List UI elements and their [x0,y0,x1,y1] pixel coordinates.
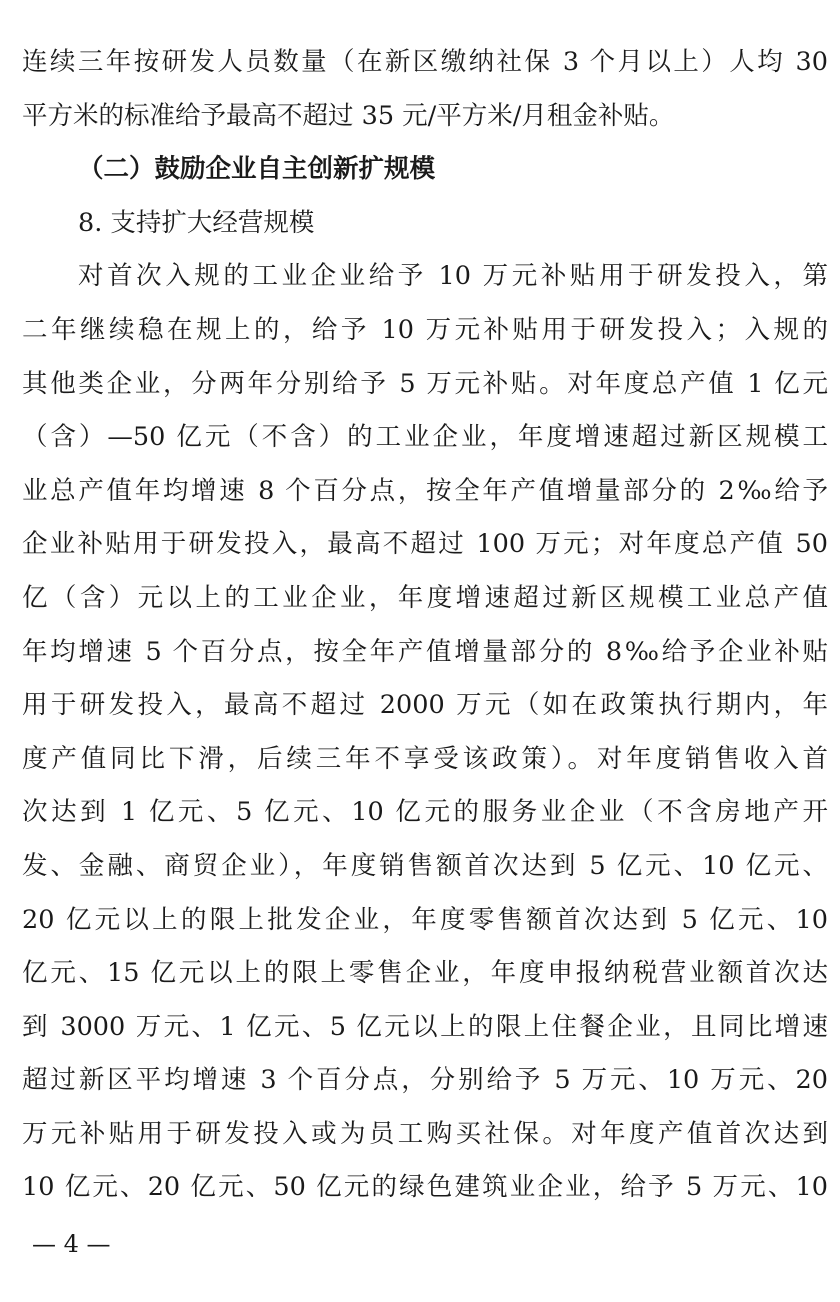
text-line: 20 亿元以上的限上批发企业，年度零售额首次达到 5 亿元、10 [22,904,828,935]
section-heading: （二）鼓励企业自主创新扩规模 [78,154,436,185]
text-line: 用于研发投入，最高不超过 2000 万元（如在政策执行期内，年 [22,690,828,721]
text-line: 连续三年按研发人员数量（在新区缴纳社保 3 个月以上）人均 30 [22,47,828,77]
text-line: 次达到 1 亿元、5 亿元、10 亿元的服务业企业（不含房地产开 [22,797,828,828]
text-line: 二年继续稳在规上的，给予 10 万元补贴用于研发投入；入规的 [22,314,828,345]
text-line: 年均增速 5 个百分点，按全年产值增量部分的 8‰给予企业补贴 [22,636,828,667]
text-line: （含）—50 亿元（不含）的工业企业，年度增速超过新区规模工 [22,422,828,453]
text-line: 到 3000 万元、1 亿元、5 亿元以上的限上住餐企业，且同比增速 [22,1011,828,1042]
page-number: — 4 — [32,1230,111,1258]
text-line: 其他类企业，分两年分别给予 5 万元补贴。对年度总产值 1 亿元 [22,368,828,399]
text-line: 亿元、15 亿元以上的限上零售企业，年度申报纳税营业额首次达 [22,958,828,989]
text-line: 10 亿元、20 亿元、50 亿元的绿色建筑业企业，给予 5 万元、10 [22,1172,828,1203]
text-line: 企业补贴用于研发投入，最高不超过 100 万元；对年度总产值 50 [22,529,828,560]
subsection-heading: 8. 支持扩大经营规模 [78,207,315,238]
text-line: 发、金融、商贸企业），年度销售额首次达到 5 亿元、10 亿元、 [22,850,828,881]
document-body [22,36,828,1215]
text-line: 业总产值年均增速 8 个百分点，按全年产值增量部分的 2‰给予 [22,475,828,506]
text-line: 超过新区平均增速 3 个百分点，分别给予 5 万元、10 万元、20 [22,1065,828,1096]
text-line: 亿（含）元以上的工业企业，年度增速超过新区规模工业总产值 [22,582,828,613]
text-line: 万元补贴用于研发投入或为员工购买社保。对年度产值首次达到 [22,1118,828,1149]
text-line: 平方米的标准给予最高不超过 35 元/平方米/月租金补贴。 [22,100,675,131]
text-line: 度产值同比下滑，后续三年不享受该政策）。对年度销售收入首 [22,743,828,774]
text-line: 对首次入规的工业企业给予 10 万元补贴用于研发投入，第 [78,261,828,292]
